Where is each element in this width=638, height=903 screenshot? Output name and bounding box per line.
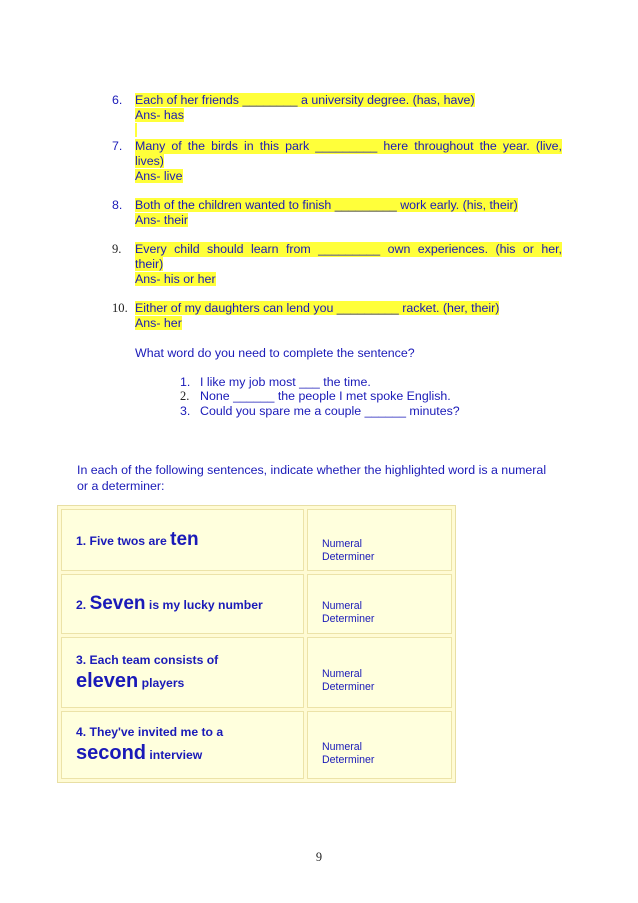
question-text-cont: lives) [135,154,164,168]
highlight-mark [135,123,137,137]
options-cell [307,509,452,571]
option-numeral[interactable]: Numeral [322,599,363,612]
question-6 [112,93,562,141]
sentence-prefix: 1. Five twos are [76,534,171,548]
sub-question-3 [180,404,460,418]
question-number: 10. [112,301,128,315]
highlighted-word: Seven [89,593,146,614]
question-text-cont: their) [135,257,164,271]
highlighted-word: second [76,742,147,764]
page-number: 9 [315,850,323,864]
sentence-cell [61,574,304,634]
sentence-cell [61,637,304,708]
option-determiner[interactable]: Determiner [322,681,375,693]
answer-text: Ans- has [135,108,184,122]
question-text: Either of my daughters can lend you _________ racket. (her, their) [135,301,500,315]
sentence-suffix: interview [146,748,203,762]
sub-question-text: None ______ the people I met spoke English. [200,389,451,403]
sub-question-number: 1. [180,375,191,389]
sentence-cell [61,509,304,571]
sub-question-number: 2. [180,389,190,403]
question-number: 8. [112,198,123,212]
sentence-cell [61,711,304,779]
sentence-prefix: 2. [76,598,90,612]
table-row [61,509,452,571]
option-numeral[interactable]: Numeral [322,668,363,680]
option-numeral[interactable]: Numeral [322,740,363,753]
question-text: Many of the birds in this park _________ here throughout the year. (live, [135,139,562,153]
instruction-text: In each of the following sentences, indicate whether the highlighted word is a numeral or a determiner: [77,463,547,493]
options-cell [307,574,452,634]
question-8 [112,198,562,228]
option-determiner[interactable]: Determiner [322,612,375,625]
sentence-suffix: players [138,675,185,690]
highlighted-word: eleven [76,669,139,692]
sub-question-1 [180,375,371,389]
sub-question-text: I like my job most ___ the time. [200,375,371,389]
sub-question-number: 3. [180,404,191,418]
question-number: 6. [112,93,123,107]
options-cell [307,637,452,708]
option-determiner[interactable]: Determiner [322,550,375,563]
table-row [61,711,452,779]
sub-question-text: Could you spare me a couple ______ minutes? [200,404,460,418]
question-number: 7. [112,139,123,153]
sub-question-2 [180,389,451,404]
fill-in-prompt: What word do you need to complete the sentence? [135,346,415,360]
answer-text: Ans- their [135,213,189,227]
answer-text: Ans- his or her [135,272,216,286]
option-determiner[interactable]: Determiner [322,753,375,766]
answer-text: Ans- live [135,169,183,183]
sentence-prefix: 3. Each team consists of [76,652,219,667]
table-row [61,637,452,708]
question-9 [112,242,562,287]
table-row [61,574,452,634]
question-number: 9. [112,242,122,256]
sentence-prefix: 4. They've invited me to a [76,725,224,739]
question-10 [112,301,562,331]
highlighted-word: ten [170,529,199,550]
question-7 [112,139,562,184]
sentence-suffix: is my lucky number [145,598,263,612]
numeral-determiner-table [57,505,456,783]
question-text: Both of the children wanted to finish _________ work early. (his, their) [135,198,518,212]
answer-text: Ans- her [135,316,182,330]
question-text: Each of her friends ________ a university degree. (has, have) [135,93,475,107]
options-cell [307,711,452,779]
option-numeral[interactable]: Numeral [322,537,363,550]
question-text: Every child should learn from _________ own experiences. (his or her, [135,242,562,256]
